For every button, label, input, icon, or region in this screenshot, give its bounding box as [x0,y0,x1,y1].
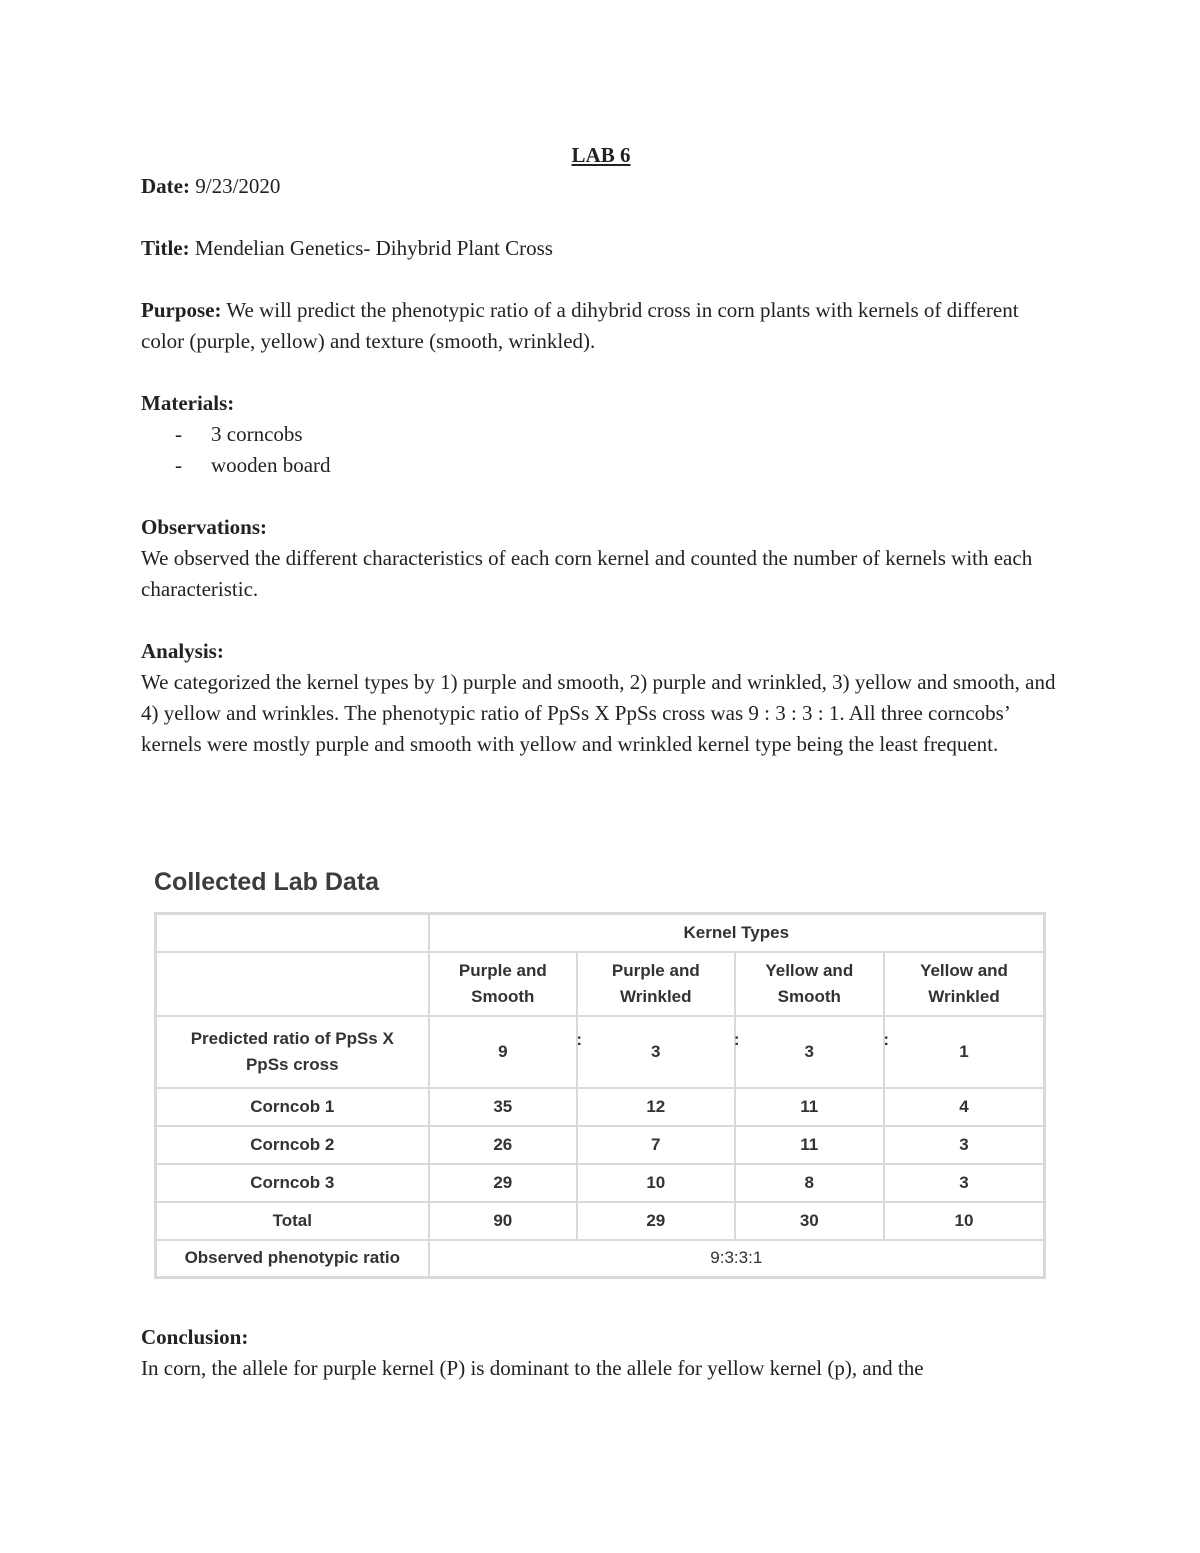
conclusion-section [141,1322,1061,1384]
ratio-value: 1 [959,1041,969,1061]
table-cell: 10 [577,1164,734,1202]
table-row [156,914,1045,952]
purpose-label: Purpose: [141,298,222,322]
analysis-text: We categorized the kernel types by 1) purple and smooth, 2) purple and wrinkled, 3) yellow and smooth, and 4) yellow and wrinkles. The phenotypic ratio of PpSs X PpSs cross was 9 : 3 : 3 : 1. All three corncobs’ kernels were mostly purple and smooth with yellow and wrinkled kernel type being the least frequent. [141,670,1056,756]
document-page [141,140,1061,760]
ratio-separator: : [883,1029,890,1049]
table-row [156,1164,1045,1202]
bullet-dash: - [175,422,182,446]
row-label: Observed phenotypic ratio [156,1240,429,1278]
table-cell: 7 [577,1126,734,1164]
table-title: Collected Lab Data [154,868,380,896]
purpose-text: We will predict the phenotypic ratio of a dihybrid cross in corn plants with kernels of different color (purple, yellow) and texture (smooth, wrinkled). [141,298,1019,353]
ratio-cell [429,1016,583,1088]
table-cell: 11 [735,1088,884,1126]
table-cell: 10 [884,1202,1044,1240]
table-cell: 35 [429,1088,577,1126]
row-label: Corncob 1 [156,1088,429,1126]
column-header: Yellow and Wrinkled [884,952,1044,1016]
table-cell: 30 [735,1202,884,1240]
date-line [141,171,1061,202]
ratio-separator: : [733,1029,740,1049]
table-cell: 26 [429,1126,577,1164]
ratio-value: 3 [804,1041,814,1061]
purpose-paragraph [141,295,1061,357]
materials-list [141,419,1061,481]
table-row [156,952,1045,1016]
conclusion-heading: Conclusion: [141,1325,249,1349]
column-header: Purple and Smooth [429,952,577,1016]
conclusion-text: In corn, the allele for purple kernel (P) is dominant to the allele for yellow kernel (p), and the [141,1356,924,1380]
observations-text: We observed the different characteristics of each corn kernel and counted the number of kernels with each characteristic. [141,546,1033,601]
table-cell: 8 [735,1164,884,1202]
ratio-value: 9 [498,1041,508,1061]
list-item [141,419,1061,450]
column-header: Purple and Wrinkled [577,952,734,1016]
ratio-cell [884,1016,1044,1088]
empty-cell [156,952,429,1016]
row-label: Total [156,1202,429,1240]
doc-title: LAB 6 [571,143,631,167]
table-row [156,1126,1045,1164]
table-row [156,1240,1045,1278]
row-label: Corncob 2 [156,1126,429,1164]
observations-heading: Observations: [141,515,267,539]
table-row [156,1202,1045,1240]
table-cell: 11 [735,1126,884,1164]
table-cell: 90 [429,1202,577,1240]
title-label: Title: [141,236,190,260]
lab-data-figure [154,866,1048,1279]
title-value: Mendelian Genetics- Dihybrid Plant Cross [189,236,553,260]
ratio-cell [735,1016,890,1088]
column-header: Yellow and Smooth [735,952,884,1016]
table-cell: 29 [429,1164,577,1202]
row-label: Predicted ratio of PpSs X PpSs cross [156,1016,429,1088]
materials-heading: Materials: [141,391,235,415]
title-line [141,233,1061,264]
table-cell: 29 [577,1202,734,1240]
ratio-cell [577,1016,740,1088]
table-cell: 3 [884,1164,1044,1202]
table-row [156,1016,1045,1088]
list-item-text: wooden board [211,453,331,477]
bullet-dash: - [175,453,182,477]
empty-cell [156,914,429,952]
list-item [141,450,1061,481]
lab-data-table [154,912,1046,1279]
observed-ratio-value: 9:3:3:1 [429,1240,1045,1278]
table-row [156,1088,1045,1126]
row-label: Corncob 3 [156,1164,429,1202]
kernel-types-header: Kernel Types [429,914,1045,952]
date-value: 9/23/2020 [189,174,281,198]
table-cell: 3 [884,1126,1044,1164]
ratio-separator: : [576,1029,583,1049]
table-cell: 12 [577,1088,734,1126]
list-item-text: 3 corncobs [211,422,303,446]
date-label: Date: [141,174,190,198]
ratio-value: 3 [651,1041,661,1061]
analysis-heading: Analysis: [141,639,224,663]
table-cell: 4 [884,1088,1044,1126]
